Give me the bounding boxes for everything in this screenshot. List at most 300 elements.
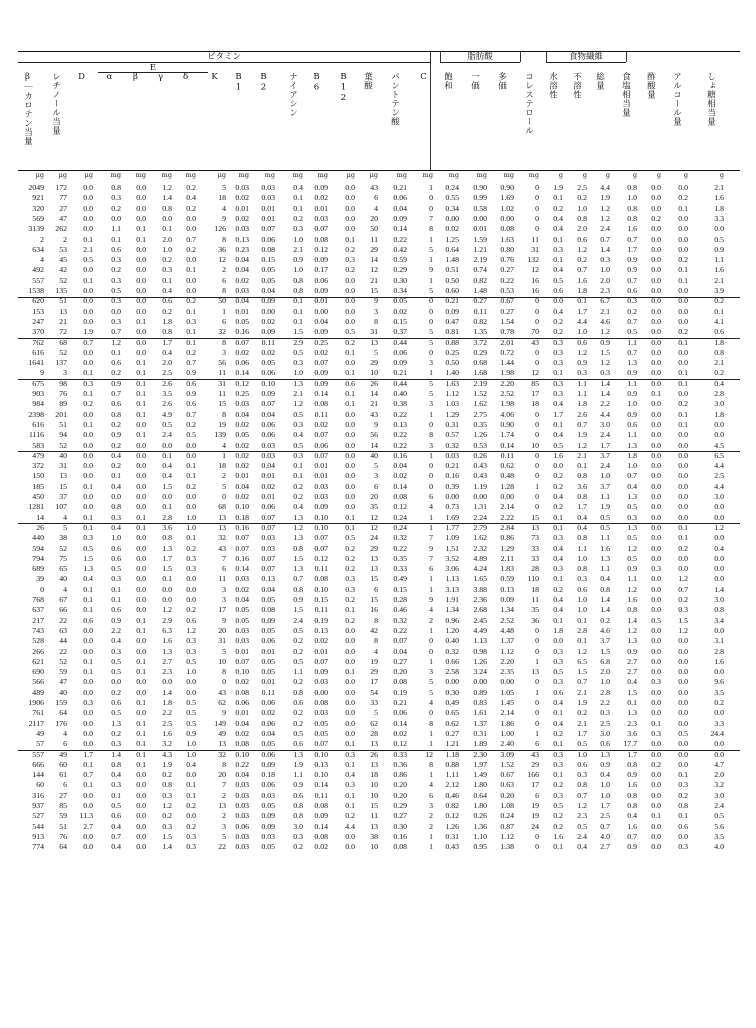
table-cell: 0.21 (393, 698, 407, 707)
table-cell: 1.63 (445, 378, 459, 388)
table-cell: 1116 (28, 430, 44, 440)
table-cell: 176 (55, 718, 67, 728)
table-cell: 0.8 (162, 203, 172, 213)
table-cell: 2.24 (473, 512, 487, 522)
table-cell: 527 (32, 811, 44, 821)
table-cell: 0.36 (393, 759, 407, 769)
table-cell: 1.02 (500, 203, 514, 213)
table-cell: 0.0 (83, 646, 93, 656)
table-cell: 0.12 (393, 739, 407, 749)
table-cell: 0.2 (186, 821, 196, 831)
table-cell: 0.0 (186, 255, 196, 265)
column-header-e_alpha (102, 72, 116, 87)
table-cell: 1.34 (445, 605, 459, 615)
table-cell: 0.14 (314, 389, 328, 398)
table-cell: 0.1 (345, 605, 355, 615)
table-cell: 0.13 (393, 419, 407, 429)
table-cell: 0.01 (314, 471, 328, 481)
table-cell: 0.3 (111, 646, 121, 656)
table-cell: 2 (429, 811, 433, 821)
table-cell: 0.00 (473, 677, 487, 687)
table-cell: 52 (59, 275, 67, 285)
table-cell: 33 (531, 543, 539, 553)
table-cell: 743 (32, 625, 44, 635)
table-cell: 0.32 (445, 646, 459, 656)
table-cell: 0.4 (600, 574, 610, 584)
column-unit: g (632, 171, 637, 179)
table-cell: 0.5 (293, 409, 303, 419)
table-cell: 1281 (28, 502, 44, 512)
table-cell: 0.0 (345, 471, 355, 481)
table-cell: 0.07 (314, 450, 328, 460)
table-cell: 0.35 (393, 553, 407, 563)
table-cell: 2.6 (577, 409, 587, 419)
table-cell: 6 (535, 739, 539, 749)
table-cell: 0.3 (111, 512, 121, 522)
table-cell: 1.18 (445, 749, 459, 759)
table-cell: 0.1 (553, 234, 563, 244)
table-cell: 29 (370, 244, 378, 254)
table-cell: 4 (374, 203, 378, 213)
table-cell: 0.0 (345, 306, 355, 316)
table-cell: 0.2 (678, 255, 688, 265)
table-cell: 0.0 (651, 522, 661, 532)
column-unit: μg (346, 171, 355, 179)
table-cell: 1.1 (627, 574, 637, 584)
table-cell: 4.5 (714, 440, 724, 450)
table-cell: 1 (429, 584, 433, 594)
table-cell: 0.7 (627, 275, 637, 285)
table-cell: 0.22 (393, 430, 407, 440)
table-cell: 3.2 (162, 739, 172, 749)
table-cell: 1.7 (83, 749, 93, 759)
table-cell: 0.0 (136, 461, 146, 471)
table-cell: 1.0 (600, 677, 610, 687)
table-cell: 0.15 (261, 255, 275, 265)
table-cell: 0.1 (345, 667, 355, 677)
table-cell: 0.00 (473, 213, 487, 223)
table-cell: 1.7 (577, 502, 587, 512)
table-cell: 0.8 (627, 790, 637, 800)
table-cell: 0.04 (235, 255, 249, 265)
table-cell: 0.9 (600, 337, 610, 347)
table-cell: 0.30 (393, 275, 407, 285)
table-cell: 0.0 (83, 430, 93, 440)
table-cell: 0.0 (345, 461, 355, 471)
table-cell: 0.2 (577, 708, 587, 718)
column-header-c (416, 72, 430, 87)
table-cell: 0.0 (345, 419, 355, 429)
table-cell: 1.0 (577, 605, 587, 615)
table-cell: 0.0 (345, 677, 355, 687)
table-cell: 0.07 (235, 533, 249, 543)
table-cell: 0.4 (111, 821, 121, 831)
table-cell: 0.07 (314, 543, 328, 553)
table-cell: 0.1 (577, 615, 587, 625)
table-cell: 0.15 (393, 316, 407, 326)
table-cell: 0 (535, 698, 539, 707)
table-cell: 0.03 (261, 790, 275, 800)
table-cell: 73 (531, 533, 539, 543)
table-cell: 68 (59, 337, 67, 347)
table-cell: 0.0 (186, 677, 196, 687)
table-cell: 21 (370, 399, 378, 409)
table-cell: 0.0 (136, 481, 146, 491)
table-cell: 0.02 (235, 440, 249, 450)
table-cell: 33 (370, 698, 378, 707)
table-cell: 0.02 (314, 419, 328, 429)
table-cell: 4.4 (600, 183, 610, 192)
column-header-label: 飽和 (442, 72, 453, 90)
column-header-label: β｜カロテン当量 (22, 72, 33, 146)
table-cell: 35 (370, 502, 378, 512)
table-cell: 6.7 (600, 296, 610, 306)
table-cell: 6 (63, 739, 67, 749)
table-cell: 1.69 (500, 193, 514, 203)
table-cell: 12 (531, 368, 539, 378)
table-cell: 4.4 (577, 316, 587, 326)
table-cell: 0.1 (293, 471, 303, 481)
table-cell: 0.08 (393, 677, 407, 687)
table-cell: 0.08 (314, 574, 328, 584)
table-cell: 0.1 (678, 275, 688, 285)
table-cell: 0.01 (314, 296, 328, 306)
table-cell: 3.24 (473, 667, 487, 677)
table-cell: 0.1 (577, 461, 587, 471)
table-cell: 1.48 (445, 255, 459, 265)
table-cell: 0.4 (600, 770, 610, 780)
table-cell: 0.0 (83, 306, 93, 316)
table-cell: 3.5 (162, 389, 172, 398)
table-cell: 0.0 (345, 275, 355, 285)
table-cell: 0.0 (136, 244, 146, 254)
table-cell: 0 (535, 461, 539, 471)
column-unit: μg (369, 171, 378, 179)
table-cell: 937 (32, 801, 44, 810)
table-cell: 1.2 (577, 801, 587, 810)
table-cell: 0.1 (83, 368, 93, 378)
table-cell: 68 (218, 502, 226, 512)
table-cell: 1.9 (577, 698, 587, 707)
table-cell: 0.53 (473, 440, 487, 450)
table-cell: 5 (63, 522, 67, 532)
table-cell: 9.6 (714, 677, 724, 687)
table-cell: 0.2 (553, 471, 563, 481)
table-cell: 0.0 (651, 636, 661, 646)
table-cell: 4.0 (714, 842, 724, 852)
table-cell: 4.4 (600, 409, 610, 419)
table-cell: 9 (429, 543, 433, 553)
table-cell: 3.2 (714, 780, 724, 790)
table-cell: 0.1 (553, 739, 563, 749)
column-header-b2 (256, 72, 270, 97)
table-cell: 0.1 (678, 522, 688, 532)
table-cell: 15 (370, 595, 378, 604)
table-cell: 0.6 (111, 543, 121, 553)
table-cell: 0.6 (293, 739, 303, 749)
table-cell: 9 (222, 708, 226, 718)
table-cell: 0 (429, 646, 433, 656)
table-cell: 1.98 (500, 399, 514, 409)
table-cell: 1.3 (600, 749, 610, 759)
table-cell: 0 (535, 430, 539, 440)
table-cell: 0.1 (553, 255, 563, 265)
table-cell: 0.5 (293, 656, 303, 666)
table-cell: 10 (370, 368, 378, 378)
table-cell: 0.0 (345, 656, 355, 666)
table-cell: 1.40 (445, 368, 459, 378)
table-cell: 0.14 (500, 440, 514, 450)
header-divider (546, 51, 547, 62)
table-cell: 1.03 (445, 399, 459, 409)
table-cell: 0.27 (500, 265, 514, 275)
table-cell: 0.5 (111, 801, 121, 810)
column-header-label: β (130, 72, 141, 83)
table-cell: 0.8 (627, 801, 637, 810)
table-cell: 1.5 (83, 553, 93, 563)
table-cell: 0.6 (678, 821, 688, 831)
table-cell: 4 (63, 584, 67, 594)
table-cell: 0.5 (111, 667, 121, 677)
table-cell: 70 (531, 327, 539, 337)
table-cell: 0.03 (314, 708, 328, 718)
table-cell: 0.0 (186, 224, 196, 234)
table-cell: 2.1 (577, 687, 587, 697)
table-cell: 0.19 (314, 615, 328, 625)
table-cell: 0.4 (553, 605, 563, 615)
table-cell: 0 (429, 636, 433, 646)
table-cell: 0.3 (627, 512, 637, 522)
table-cell: 0.4 (111, 450, 121, 460)
table-cell: 153 (32, 306, 44, 316)
table-cell: 2.0 (162, 358, 172, 368)
table-cell: 1.0 (577, 553, 587, 563)
table-cell: 1.5 (293, 553, 303, 563)
table-cell: 1.1 (627, 430, 637, 440)
table-cell: 40 (59, 450, 67, 460)
column-header-label: D (76, 72, 87, 83)
table-cell: 1.5 (162, 481, 172, 491)
table-cell: 0.2 (651, 213, 661, 223)
table-cell: 0.87 (500, 821, 514, 831)
table-cell: 0.0 (678, 316, 688, 326)
table-cell: 1.69 (445, 512, 459, 522)
column-header-acetic (643, 72, 657, 103)
table-cell: 0.06 (261, 636, 275, 646)
table-cell: 6.5 (577, 656, 587, 666)
table-cell: 0.10 (314, 584, 328, 594)
table-cell: 1.6 (577, 275, 587, 285)
table-cell: 1.26 (445, 821, 459, 831)
table-cell: 0.0 (162, 492, 172, 501)
table-cell: 0.16 (393, 450, 407, 460)
table-cell: 4.89 (473, 553, 487, 563)
table-cell: 0.1 (553, 615, 563, 625)
table-cell: 2.1 (577, 718, 587, 728)
table-cell: 0.01 (235, 306, 249, 316)
table-cell: 0.5 (111, 286, 121, 295)
table-cell: 0.95 (473, 842, 487, 852)
table-cell: 0.33 (393, 564, 407, 574)
table-cell: 0 (535, 471, 539, 481)
table-cell: 7 (222, 553, 226, 563)
table-cell: 3.13 (445, 584, 459, 594)
table-cell: 1.10 (473, 831, 487, 841)
table-cell: 0.20 (500, 790, 514, 800)
table-cell: 0.0 (83, 224, 93, 234)
table-cell: 0.51 (445, 265, 459, 275)
table-cell: 0.1 (678, 533, 688, 543)
table-cell: 1.2 (577, 244, 587, 254)
table-cell: 0.06 (261, 368, 275, 378)
column-unit: mg (317, 171, 328, 179)
table-cell: 27 (59, 203, 67, 213)
table-cell: 0.1 (627, 698, 637, 707)
table-cell: 0.9 (293, 780, 303, 790)
table-cell: 0.8 (577, 564, 587, 574)
table-cell: 0.89 (473, 687, 487, 697)
table-cell: 0.03 (235, 842, 249, 852)
table-cell: 0.8 (111, 409, 121, 419)
table-cell: 0.0 (553, 461, 563, 471)
table-cell: 12 (218, 255, 226, 265)
table-cell: 0.16 (235, 553, 249, 563)
table-cell: 634 (32, 244, 44, 254)
table-cell: 0.7 (577, 419, 587, 429)
table-cell: 0.2 (186, 296, 196, 306)
table-cell: 0.8 (627, 759, 637, 769)
table-cell: 0.3 (111, 275, 121, 285)
table-cell: 0.05 (235, 316, 249, 326)
table-cell: 53 (59, 244, 67, 254)
header-divider (440, 51, 441, 62)
table-cell: 2.7 (83, 821, 93, 831)
table-cell: 3 (222, 821, 226, 831)
table-cell: 0.0 (651, 234, 661, 244)
table-cell: 2.2 (111, 625, 121, 635)
table-cell: 0.05 (261, 275, 275, 285)
table-cell: 1906 (28, 698, 44, 707)
table-cell: 0.08 (314, 698, 328, 707)
table-cell: 1 (429, 842, 433, 852)
table-cell: 0.4 (293, 183, 303, 192)
table-cell: 0 (429, 461, 433, 471)
table-cell: 0.2 (553, 203, 563, 213)
table-cell: 2.79 (473, 522, 487, 532)
table-cell: 0.57 (445, 430, 459, 440)
table-cell: 1.29 (445, 409, 459, 419)
table-cell: 0.0 (83, 347, 93, 357)
table-cell: 0.09 (445, 306, 459, 316)
table-cell: 5 (222, 183, 226, 192)
table-cell: 2.7 (162, 656, 172, 666)
table-cell: 1.62 (473, 533, 487, 543)
table-cell: 0.6 (714, 327, 724, 337)
table-cell: 0.3 (678, 605, 688, 615)
table-cell: 0.02 (235, 492, 249, 501)
table-cell: 0.72 (500, 347, 514, 357)
table-cell: 0.83 (473, 698, 487, 707)
table-cell: 0.0 (345, 358, 355, 368)
table-cell: 0.6 (186, 615, 196, 625)
table-cell: 0.2 (345, 265, 355, 275)
table-cell: 2.9 (293, 337, 303, 347)
table-cell: 52 (59, 543, 67, 553)
table-cell: 0.02 (393, 306, 407, 316)
table-cell: 0.3 (293, 419, 303, 429)
table-cell: 0.4 (553, 698, 563, 707)
table-cell: 0.1 (651, 389, 661, 398)
table-cell: 0.8 (111, 183, 121, 192)
column-header-insoluble (569, 72, 583, 103)
table-cell: 1.6 (714, 265, 724, 275)
table-cell: 0.8 (714, 605, 724, 615)
table-cell: 1.49 (473, 770, 487, 780)
column-header-label: 総量 (594, 72, 605, 90)
table-cell: 1.1 (111, 224, 121, 234)
table-cell: 12 (370, 522, 378, 532)
table-cell: 0.2 (111, 368, 121, 378)
table-cell: 201 (55, 409, 67, 419)
table-cell: 0.5 (714, 811, 724, 821)
table-cell: 0.0 (651, 316, 661, 326)
table-cell: 11.3 (79, 811, 93, 821)
table-cell: 0.42 (393, 244, 407, 254)
table-cell: 0.04 (393, 646, 407, 656)
table-cell: 1.1 (600, 564, 610, 574)
table-cell: 2 (222, 265, 226, 275)
table-cell: 0.1 (345, 522, 355, 532)
column-unit: mg (528, 171, 539, 179)
table-cell: 1.61 (473, 708, 487, 718)
table-cell: 1.54 (500, 316, 514, 326)
table-cell: 0.0 (186, 595, 196, 604)
table-cell: 0.9 (293, 255, 303, 265)
table-cell: 1.97 (473, 759, 487, 769)
table-cell: 0.86 (393, 770, 407, 780)
table-cell: 0.0 (651, 770, 661, 780)
table-cell: 27 (59, 790, 67, 800)
table-cell: 0.1 (553, 368, 563, 378)
table-cell: 0.0 (136, 574, 146, 584)
table-cell: 0.4 (162, 471, 172, 481)
table-cell: 19 (218, 419, 226, 429)
table-cell: 0.09 (261, 327, 275, 337)
table-cell: 0.3 (651, 728, 661, 738)
table-cell: 29 (370, 667, 378, 677)
table-cell: 5 (429, 687, 433, 697)
table-cell: 0.01 (235, 646, 249, 656)
table-cell: 0.10 (235, 667, 249, 677)
table-cell: 0.17 (314, 265, 328, 275)
table-cell: 0.1 (345, 739, 355, 749)
table-cell: 0.0 (678, 296, 688, 306)
table-cell: 0.6 (111, 358, 121, 368)
table-cell: 0.0 (136, 306, 146, 316)
table-cell: 0.58 (473, 203, 487, 213)
table-cell: 0.1 (553, 193, 563, 203)
table-cell: 0.1 (186, 265, 196, 275)
table-cell: 28 (370, 728, 378, 738)
table-cell: 0.8 (600, 584, 610, 594)
table-cell: 690 (32, 667, 44, 677)
table-cell: 0.0 (714, 749, 724, 759)
table-cell: 1.6 (714, 656, 724, 666)
table-cell: 0.0 (651, 533, 661, 543)
table-cell: 0.0 (678, 492, 688, 501)
table-cell: 1.5 (600, 347, 610, 357)
table-cell: 0.13 (314, 625, 328, 635)
